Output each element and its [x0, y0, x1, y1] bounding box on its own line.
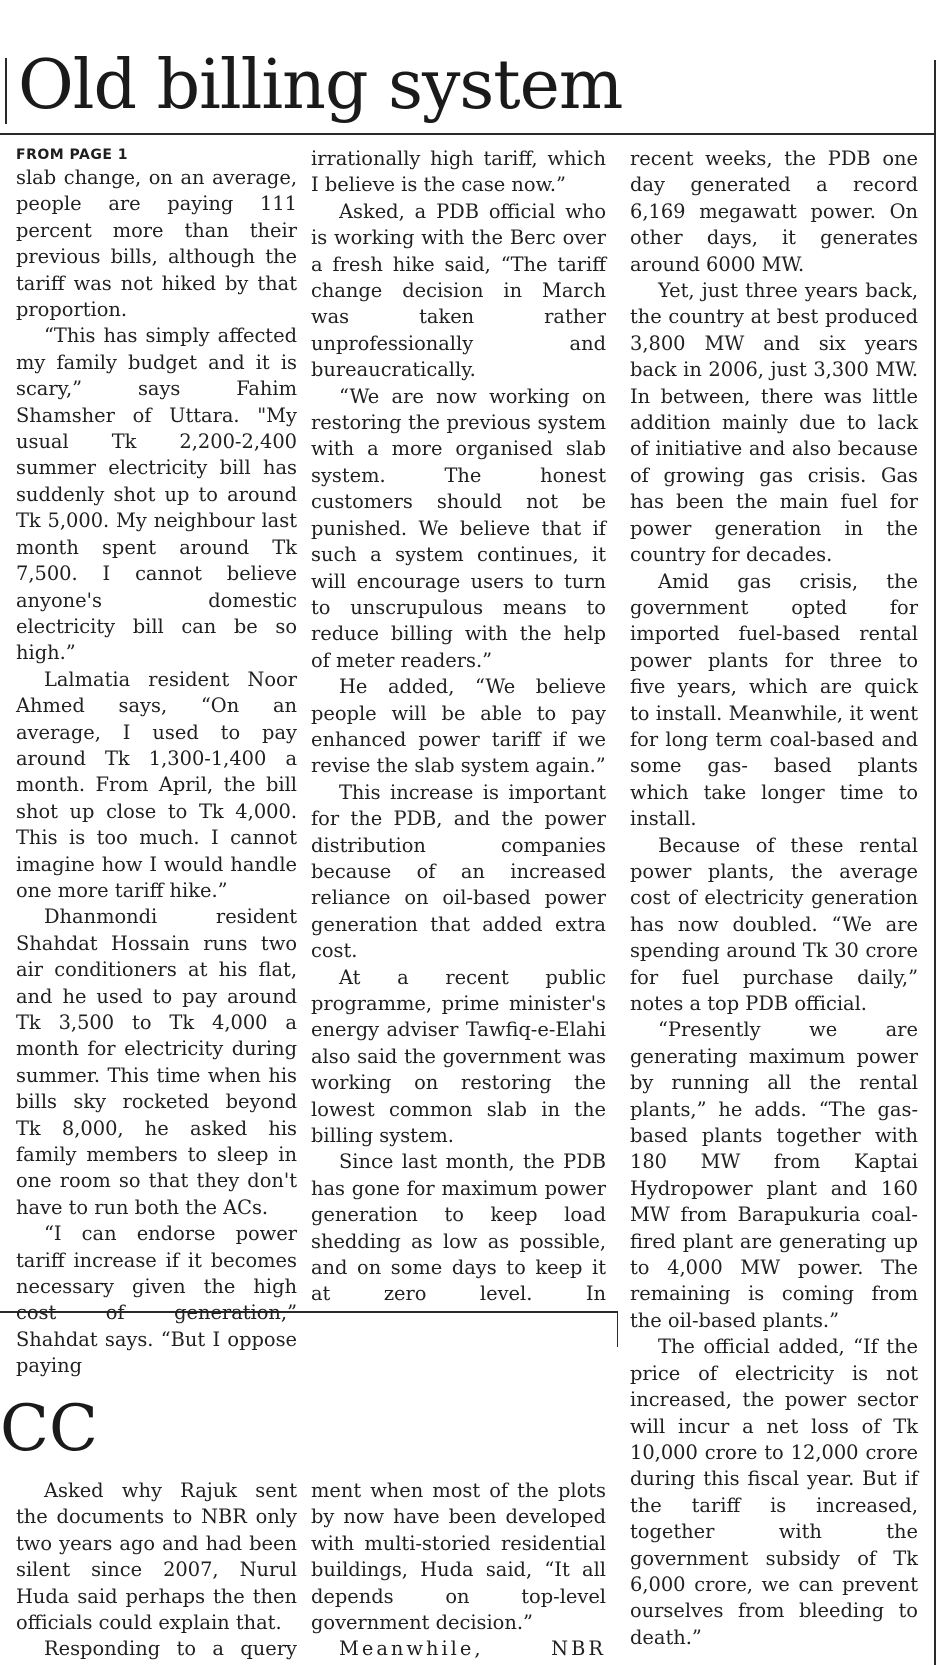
right-margin-rule: [934, 60, 936, 1665]
column-divider-rule: [617, 1311, 618, 1347]
paragraph: This increase is important for the PDB, and the power distribution companies because of an increased reliance on oil-based power generation that added extra cost.: [311, 780, 606, 963]
column-3: [630, 146, 918, 1651]
kicker-from-page-1: FROM PAGE 1: [16, 147, 129, 163]
column-2: [311, 146, 606, 1308]
headline: Old billing system: [18, 46, 623, 125]
paragraph: ment when most of the plots by now have been developed with multi-storied residential buildings, Huda said, “It all depends on top-level government decision.”: [311, 1479, 606, 1635]
paragraph: Because of these rental power plants, the average cost of electricity generation has now doubled. “We are spending around Tk 30 crore for fuel purchase daily,” notes a top PDB official.: [630, 833, 918, 1015]
paragraph: Amid gas crisis, the government opted for imported fuel-based rental power plants for three to five years, which are quick to install. Meanwhile, it went for long term coal-based and some gas- based plants which take longer time to install.: [630, 569, 918, 831]
paragraph: “I can endorse power tariff increase if it becomes necessary given the high cost of generation,” Shahdat says. “But I oppose paying: [16, 1222, 297, 1378]
paragraph: Yet, just three years back, the country at best produced 3,800 MW and six years back in 2006, just 3,300 MW. In between, there was little addition mainly due to lack of initiative and also because of growing gas crisis. Gas has been the main fuel for power generation in the country for decades.: [630, 279, 918, 567]
paragraph: Responding to a query: [44, 1637, 297, 1661]
paragraph: slab change, on an average, people are paying 111 percent more than their previous bills, although the tariff was not hiked by that proportion.: [16, 166, 297, 322]
paragraph: He added, “We believe people will be able to pay enhanced power tariff if we revise the slab system again.”: [311, 675, 606, 778]
left-margin-rule: [5, 58, 7, 124]
column-1: [16, 146, 297, 1380]
paragraph: Asked why Rajuk sent the documents to NBR only two years ago and had been silent since 2007, Nurul Huda said perhaps the then officials could explain that.: [16, 1479, 297, 1635]
lower-column-1: [16, 1478, 297, 1663]
lower-story-headline-fragment: CC: [0, 1392, 98, 1466]
paragraph: Dhanmondi resident Shahdat Hossain runs two air conditioners at his flat, and he used to pay around Tk 3,500 to Tk 4,000 a month for electricity during summer. This time when his bills sky rocketed beyond Tk 8,000, he asked his family members to sleep in one room so that they don't have to run both the ACs.: [16, 905, 297, 1219]
paragraph: Lalmatia resident Noor Ahmed says, “On an average, I used to pay around Tk 1,300-1,400 a month. From April, the bill shot up close to Tk 4,000. This is too much. I cannot imagine how I would handle one more tariff hike.”: [16, 667, 297, 902]
paragraph: “This has simply affected my family budget and it is scary,” says Fahim Shamsher of Uttara. "My usual Tk 2,200-2,400 summer electricity bill has suddenly shot up to around Tk 5,000. My neighbour last month spent around Tk 7,500. I cannot believe anyone's domestic electricity bill can be so high.”: [16, 324, 297, 665]
paragraph: The official added, “If the price of electricity is not increased, the power sector will incur a net loss of Tk 10,000 crore to 12,000 crore during this fiscal year. But if the tariff is increased, together with the government subsidy of Tk 6,000 crore, we can prevent ourselves from bleeding to death.”: [630, 1335, 918, 1649]
headline-underline-rule: [0, 133, 934, 135]
paragraph: Meanwhile, NBR: [339, 1637, 606, 1661]
paragraph: Asked, a PDB official who is working with the Berc over a fresh hike said, “The tariff change decision in March was taken rather unprofessionally and bureaucratically.: [311, 199, 606, 382]
paragraph: “We are now working on restoring the previous system with a more organised slab system. The honest customers should not be punished. We believe that if such a system continues, it will encourage users to turn to unscrupulous means to reduce billing with the help of meter readers.”: [311, 384, 606, 672]
paragraph: recent weeks, the PDB one day generated a record 6,169 megawatt power. On other days, it generates around 6000 MW.: [630, 147, 918, 276]
lower-column-2: [311, 1478, 606, 1663]
paragraph: At a recent public programme, prime minister's energy adviser Tawfiq-e-Elahi also said the government was working on restoring the lowest common slab in the billing system.: [311, 965, 606, 1148]
paragraph: “Presently we are generating maximum power by running all the rental plants,” he adds. “The gas-based plants together with 180 MW from Kaptai Hydropower plant and 160 MW from Barapukuria coal-fired plant are generating up to 4,000 MW power. The remaining is coming from the oil-based plants.”: [630, 1018, 918, 1332]
paragraph: irrationally high tariff, which I believe is the case now.”: [311, 147, 606, 197]
paragraph: Since last month, the PDB has gone for maximum power generation to keep load shedding as low as possible, and on some days to keep it at zero level. In: [311, 1150, 606, 1306]
